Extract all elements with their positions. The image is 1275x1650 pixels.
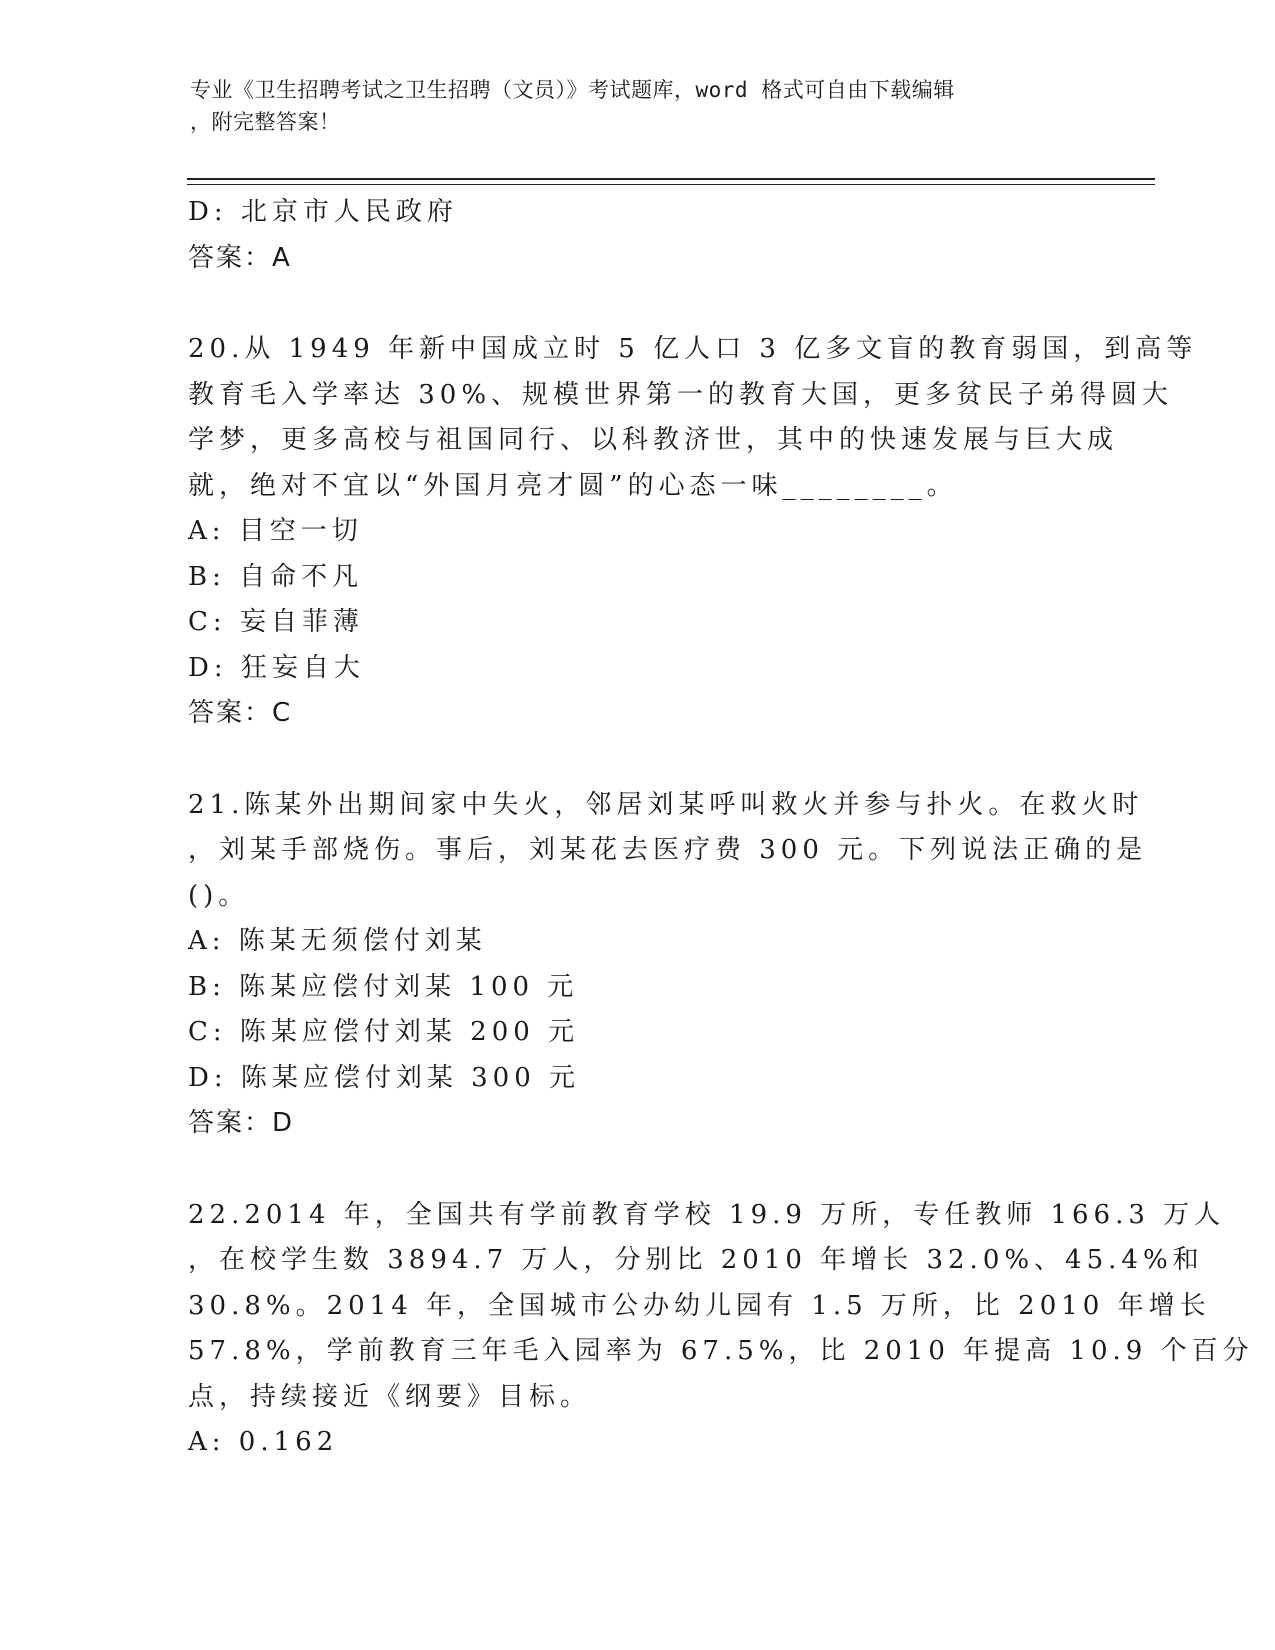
- option-d: D: 陈某应偿付刘某 300 元: [188, 1062, 581, 1093]
- option-a: A: 目空一切: [188, 516, 363, 546]
- question-text-line: ，在校学生数 3894.7 万人，分别比 2010 年增长 32.0%、45.4%和: [188, 1245, 1204, 1275]
- document-body: [188, 190, 1254, 1466]
- option-b: B: 自命不凡: [188, 561, 364, 592]
- question-text-line: 57.8%，学前教育三年毛入园率为 67.5%，比 2010 年提高 10.9 个百分: [188, 1336, 1254, 1366]
- option-d: D: 北京市人民政府: [188, 197, 458, 227]
- header-rule-thick: [187, 178, 1155, 180]
- question-text-line: 30.8%。2014 年，全国城市公办幼儿园有 1.5 万所，比 2010 年增长: [188, 1290, 1211, 1321]
- header-line-2: ，附完整答案！: [190, 110, 341, 134]
- document-header: [190, 74, 1070, 138]
- question-text-line: ()。: [188, 880, 250, 911]
- question-text-line: 点，持续接近《纲要》目标。: [188, 1381, 592, 1412]
- option-c: C: 妄自菲薄: [188, 607, 364, 637]
- previous-question-tail: [188, 190, 1088, 281]
- option-a: A: 陈某无须偿付刘某: [188, 926, 487, 956]
- answer-line: 答案：A: [188, 242, 292, 273]
- option-c: C: 陈某应偿付刘某 200 元: [188, 1017, 580, 1047]
- question-22: [188, 1193, 1254, 1466]
- question-text-line: ，刘某手部烧伤。事后，刘某花去医疗费 300 元。下列说法正确的是: [188, 835, 1148, 865]
- header-rule-thin: [187, 184, 1155, 185]
- question-text-line: 就，绝对不宜以“外国月亮才圆”的心态一味________。: [188, 470, 958, 501]
- option-a: A: 0.162: [188, 1427, 339, 1457]
- question-text-line: 学梦，更多高校与祖国同行、以科教济世，其中的快速发展与巨大成: [188, 425, 1119, 455]
- question-20: [188, 327, 1198, 737]
- option-b: B: 陈某应偿付刘某 100 元: [188, 971, 579, 1002]
- answer-line: 答案：D: [188, 1108, 295, 1138]
- header-line-1: 专业《卫生招聘考试之卫生招聘（文员）》考试题库，word 格式可自由下载编辑: [190, 78, 955, 102]
- question-text-line: 20.从 1949 年新中国成立时 5 亿人口 3 亿多文盲的教育弱国，到高等: [188, 334, 1198, 364]
- question-text-line: 21.陈某外出期间家中失火，邻居刘某呼叫救火并参与扑火。在救火时: [188, 789, 1144, 820]
- option-d: D: 狂妄自大: [188, 652, 365, 683]
- answer-line: 答案：C: [188, 698, 293, 728]
- question-text-line: 教育毛入学率达 30%、规模世界第一的教育大国，更多贫民子弟得圆大: [188, 379, 1174, 410]
- question-text-line: 22.2014 年，全国共有学前教育学校 19.9 万所，专任教师 166.3 万人: [188, 1199, 1226, 1230]
- question-21: [188, 783, 1148, 1147]
